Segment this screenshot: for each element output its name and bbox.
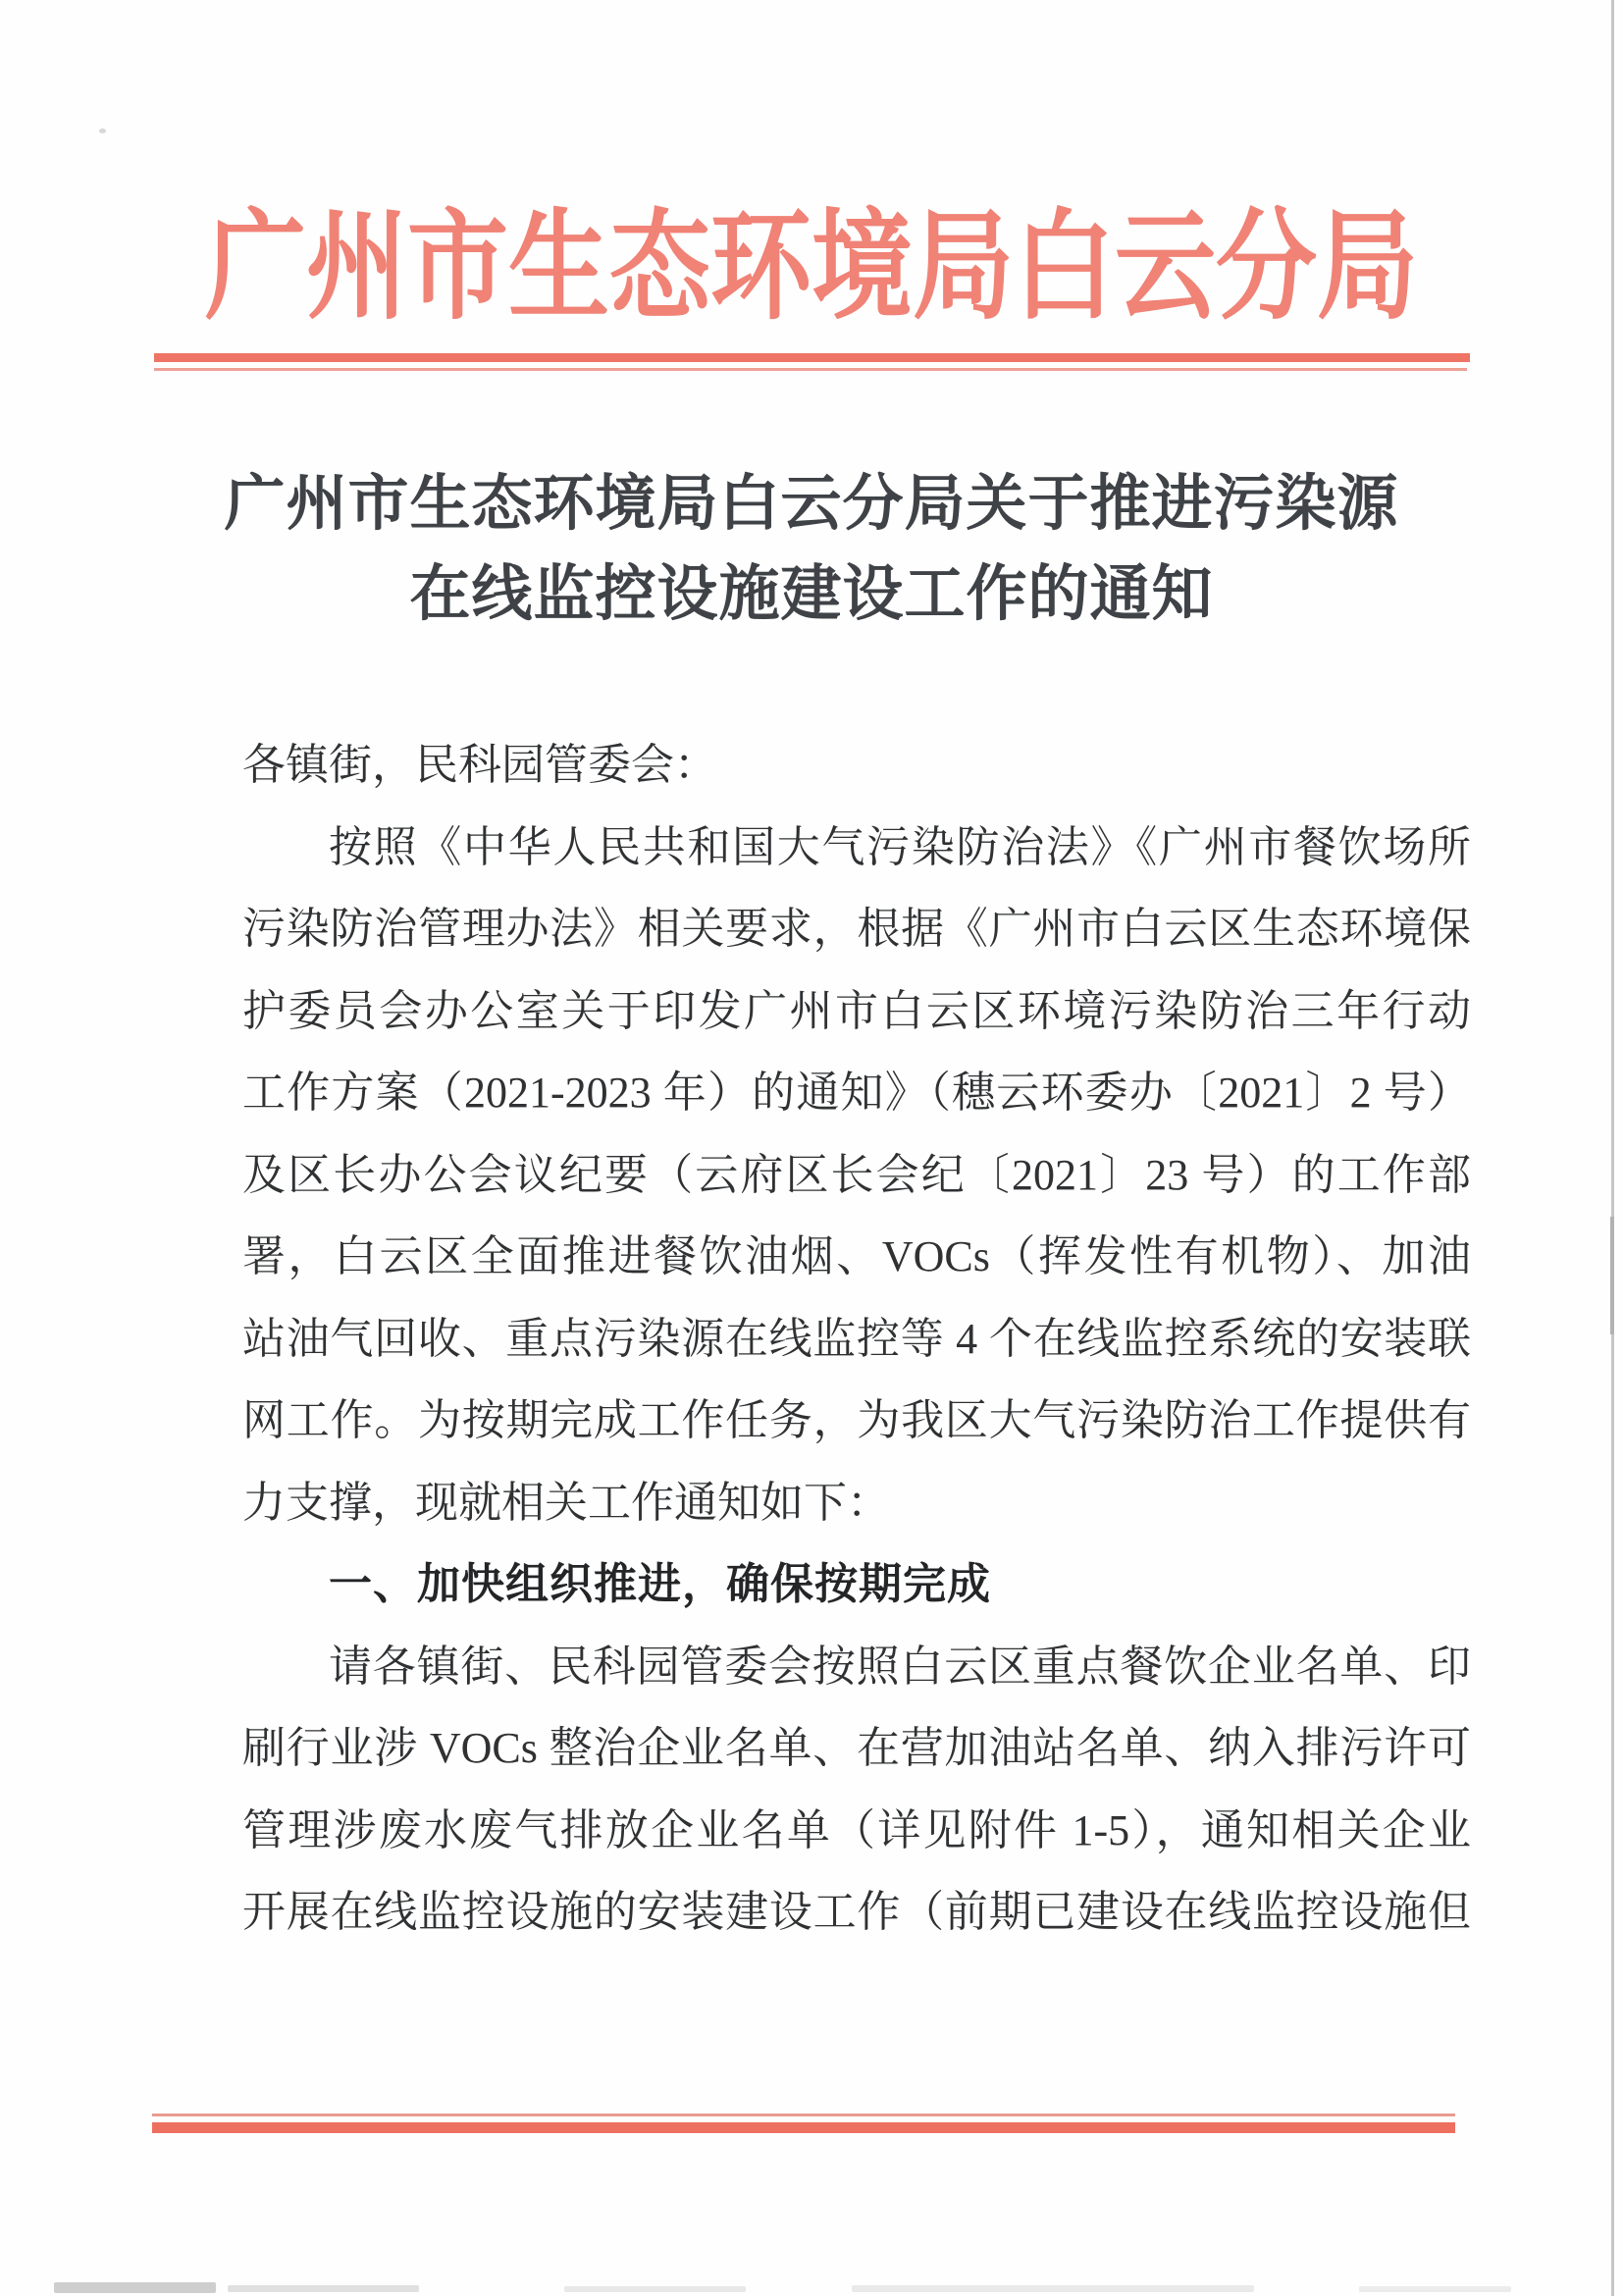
paragraph-2-line-1: 请各镇街、民科园管委会按照白云区重点餐饮企业名单、印 <box>329 1642 1471 1691</box>
letterhead-agency-name: 广州市生态环境局白云分局 <box>205 201 1418 335</box>
document-title-line-1: 广州市生态环境局白云分局关于推进污染源 <box>224 471 1399 538</box>
scan-right-edge-artifact <box>1611 0 1614 2296</box>
paragraph-2-line-2: 刷行业涉 VOCs 整治企业名单、在营加油站名单、纳入排污许可 <box>242 1724 1471 1772</box>
paragraph-1-line-1: 按照《中华人民共和国大气污染防治法》《广州市餐饮场所 <box>329 822 1471 871</box>
paragraph-1-line-6: 署，白云区全面推进餐饮油烟、VOCs（挥发性有机物）、加油 <box>242 1232 1471 1280</box>
paragraph-1-line-8: 网工作。为按期完成工作任务，为我区大气污染防治工作提供有 <box>242 1396 1471 1444</box>
document-title <box>0 459 1623 640</box>
paragraph-1-line-9: 力支撑，现就相关工作通知如下： <box>242 1478 890 1527</box>
document-title-line-2: 在线监控设施建设工作的通知 <box>409 561 1214 628</box>
scan-speck-artifact <box>99 129 106 133</box>
paragraph-1-line-3: 护委员会办公室关于印发广州市白云区环境污染防治三年行动 <box>242 986 1471 1035</box>
paragraph-2-line-3: 管理涉废水废气排放企业名单（详见附件 1-5），通知相关企业 <box>242 1805 1471 1854</box>
salutation-line: 各镇街，民科园管委会： <box>242 741 717 789</box>
letterhead-separator-thick-rule <box>154 353 1470 362</box>
scan-bottom-smudge <box>564 2286 746 2292</box>
paragraph-1-line-4: 工作方案（2021-2023 年）的通知》（穗云环委办〔2021〕2 号） <box>242 1069 1471 1117</box>
paragraph-2-line-4: 开展在线监控设施的安装建设工作（前期已建设在线监控设施但 <box>242 1888 1471 1936</box>
scan-bottom-smudge <box>852 2285 1254 2292</box>
scan-bottom-smudge <box>1359 2286 1511 2292</box>
section-1-heading: 一、加快组织推进，确保按期完成 <box>329 1560 991 1608</box>
letterhead-separator-thin-rule <box>154 368 1467 371</box>
footer-separator-thick-rule <box>152 2122 1455 2133</box>
scan-bottom-smudge <box>228 2285 419 2292</box>
document-body <box>242 724 1471 1954</box>
paragraph-1-line-7: 站油气回收、重点污染源在线监控等 4 个在线监控系统的安装联 <box>242 1314 1471 1363</box>
scan-bottom-smudge <box>54 2282 216 2293</box>
footer-separator-thin-rule <box>152 2113 1455 2116</box>
paragraph-1-line-2: 污染防治管理办法》相关要求，根据《广州市白云区生态环境保 <box>242 905 1471 953</box>
paragraph-1-line-5: 及区长办公会议纪要（云府区长会纪〔2021〕23 号）的工作部 <box>242 1150 1471 1199</box>
